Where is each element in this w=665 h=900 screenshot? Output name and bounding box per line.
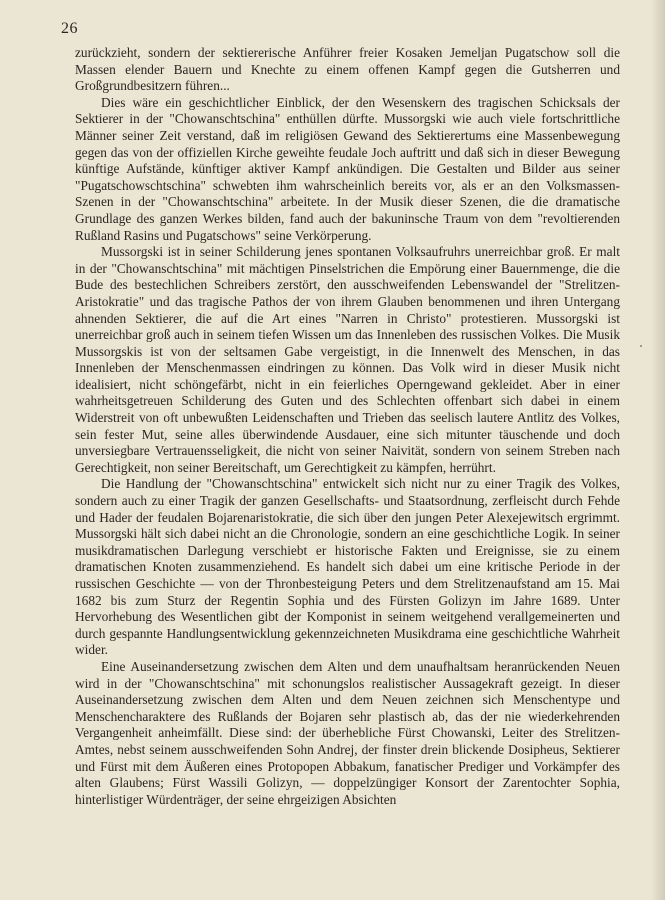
paragraph-auseinandersetzung: Eine Auseinandersetzung zwischen dem Alten und dem unaufhaltsam heranrückenden Neuen wird in der "Chowanschtschina" mit schonungslos realistischer Aussagekraft gezeigt. In dieser Auseinandersetzung zwischen dem Alten und dem Neuen zeichnen sich Menschentype und Menschencharaktere des Rußlands der Bojaren sehr plastisch ab, das der nie wiederkehrenden Vergangenheit anheimfällt. Diese sind: der überhebliche Fürst Chowanski, Leiter des Strelitzen-Amtes, nebst seinem ausschweifenden Sohn Andrej, der finster drein blickende Dosipheus, Sektierer und Fürst mit dem Äußeren eines Protopopen Abbakum, fanatischer Prediger und Vorkämpfer des alten Glaubens; Fürst Wassili Golizyn, — doppelzüngiger Konsort der Zarentochter Sophia, hinterlistiger Würdenträger, der seine ehrgeizigen Absichten (75, 658, 620, 807)
page-number: 26 (61, 20, 78, 37)
body-text (75, 45, 620, 808)
paragraph-handlung: Die Handlung der "Chowanschtschina" entwickelt sich nicht nur zu einer Tragik des Volkes, sondern auch zu einer Tragik der ganzen Gesellschafts- und Staatsordnung, zerfleischt durch Fehde und Hader der feudalen Bojarenaristokratie, die sich über den jungen Peter Alexejewitsch ergrimmt. Mussorgski hält sich dabei nicht an die Chronologie, sondern an eine geschichtliche Logik. In seiner musikdramatischen Darlegung verschiebt er historische Fakten und Ereignisse, sie zu einem dramatischen Knoten zusammenziehend. Es handelt sich dabei um eine kritische Periode in der russischen Geschichte — von der Thronbesteigung Peters und dem Strelitzenaufstand am 15. Mai 1682 bis zum Sturz der Regentin Sophia und des Fürsten Golizyn im Jahre 1689. Unter Hervorhebung des Wesentlichen gibt der Komponist in seinem weitgehend verallgemeinerten und durch gespannte Handlungsentwicklung gekennzeichneten Musikdrama eine geschichtliche Wahrheit wider. (75, 476, 620, 658)
paragraph-volksaufruhr: Mussorgski ist in seiner Schilderung jenes spontanen Volksaufruhrs unerreichbar groß. Er malt in der "Chowanschtschina" mit mächtigen Pinselstrichen die Empörung einer Bauernmenge, die die Bude des bestechlichen Schreibers zerstört, den ausschweifenden Lebenswandel der "Strelitzen-Aristokratie" und das tragische Pathos der von ihrem Glauben benommenen und ihren Untergang ahnenden Sektierer, die auf die Art eines "Narren in Christo" protestieren. Mussorgski ist unerreichbar groß auch in seinem tiefen Wissen um das Innenleben des russischen Volkes. Die Musik Mussorgskis ist von der seltsamen Gabe vergeistigt, in die Innenwelt des Menschen, in das Innenleben der Menschenmassen eindringen zu können. Das Volk wird in dieser Musik nicht idealisiert, nicht schöngefärbt, nicht in ein feierliches Operngewand gekleidet. Aber in einer wahrheitsgetreuen Schilderung des Guten und des Schlechten offenbart sich dabei in einem Widerstreit von oft unbewußten Leidenschaften und Trieben das seelisch lautere Antlitz des Volkes, sein fester Mut, seine alles überwindende Ausdauer, eine sich mitunter täuschende und doch unversiegbare Vertrauensseligkeit, die nicht von seiner Naivität, sondern von seinem Streben nach Gerechtigkeit, non seiner Bereitschaft, um Gerechtigkeit zu kämpfen, herrührt. (75, 244, 620, 475)
paragraph-sectarians: Dies wäre ein geschichtlicher Einblick, der den Wesenskern des tragischen Schicksals der Sektierer in der "Chowanschtschina" enthüllen dürfte. Mussorgski wie auch viele fortschrittliche Männer seiner Zeit verstand, daß im religiösen Gewand des Sektierertums eine Massenbewegung gegen das von der offiziellen Kirche geweihte feudale Joch auftritt und daß sich in dieser Bewegung künftige Aufstände, künftiger aktiver Kampf ankündigen. Die Gestalten und Bilder aus seiner "Pugatschowschtschina" schwebten ihm wahrscheinlich bereits vor, als er an den Volksmassen-Szenen in der "Chowanschtschina" arbeitete. In der Musik dieser Szenen, die die dramatische Grundlage des ganzen Werkes bilden, fand auch der bakuninsche Traum von dem "revoltierenden Rußland Rasins und Pugatschows" seine Verkörperung. (75, 94, 620, 243)
paragraph-continuation: zurückzieht, sondern der sektiererische Anführer freier Kosaken Jemeljan Pugatschow soll die Massen elender Bauern und Knechte zu einem offenen Kampf gegen die Gutsherren und Großgrundbesitzern führen... (75, 45, 620, 94)
page-edge-shadow (651, 0, 665, 900)
margin-speck (640, 345, 642, 347)
